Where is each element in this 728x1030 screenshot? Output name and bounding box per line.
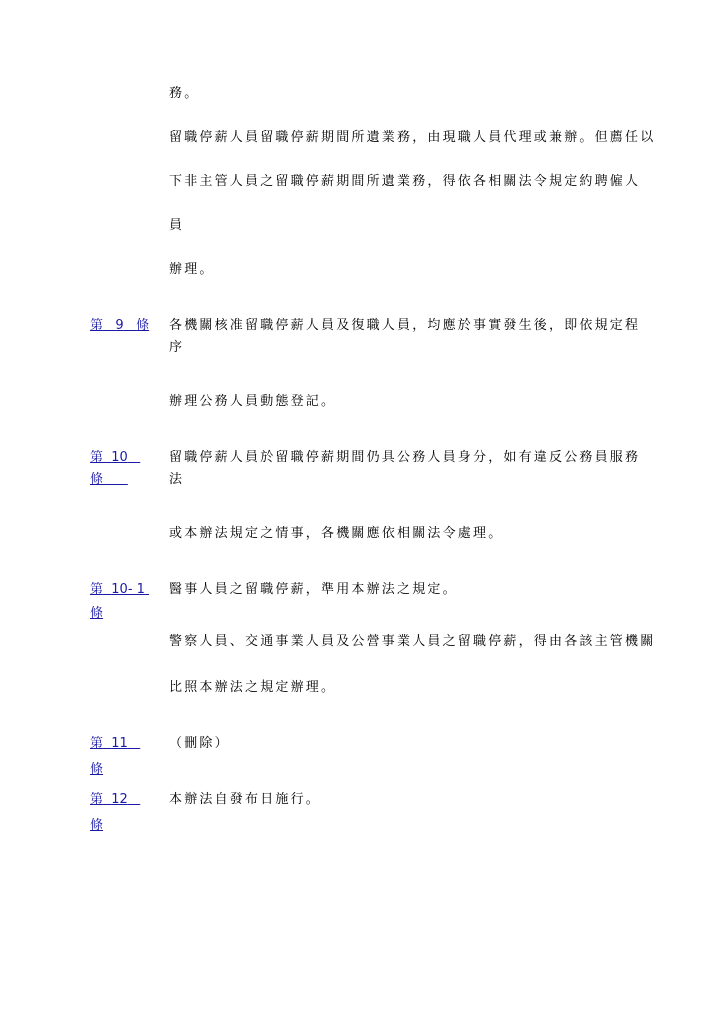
paragraph-line: 醫事人員之留職停薪，準用本辦法之規定。 [169, 582, 458, 597]
paragraph-line: 比照本辦法之規定辦理。 [169, 680, 337, 695]
article-number: 9 [115, 318, 124, 333]
paragraph-line: 留職停薪人員留職停薪期間所遺業務，由現職人員代理或兼辦。但薦任以 [169, 130, 656, 145]
paragraph-line: 留職停薪人員於留職停薪期間仍具公務人員身分，如有違反公務員服務 [169, 450, 641, 465]
paragraph-line: 辦理。 [169, 262, 215, 277]
article-12-link[interactable] [90, 792, 140, 808]
article-11-link[interactable] [90, 736, 140, 752]
article-number: 11 [111, 736, 128, 751]
article-di: 第 [90, 582, 104, 597]
paragraph-line: 本辦法自發布日施行。 [169, 792, 322, 807]
article-10-1-link[interactable] [90, 582, 149, 598]
paragraph-line: 各機關核准留職停薪人員及復職人員，均應於事實發生後，即依規定程 [169, 318, 641, 333]
article-10-1-link-cont[interactable] [90, 606, 103, 622]
article-tiao: 條 [90, 762, 104, 777]
article-di: 第 [90, 450, 104, 465]
article-11-link-cont[interactable] [90, 762, 103, 778]
article-10-link[interactable] [90, 450, 140, 466]
article-tiao: 條 [90, 472, 104, 487]
article-di: 第 [90, 318, 104, 333]
article-tiao: 條 [90, 818, 104, 833]
article-number: 10 [111, 450, 128, 465]
article-10-link-cont[interactable] [90, 472, 128, 488]
paragraph-line: 務。 [169, 86, 200, 101]
paragraph-line: 警察人員、交通事業人員及公營事業人員之留職停薪，得由各該主管機關 [169, 634, 656, 649]
paragraph-line: （刪除） [169, 736, 230, 751]
paragraph-line: 法 [169, 472, 185, 487]
paragraph-line: 下非主管人員之留職停薪期間所遺業務，得依各相關法令規定約聘僱人 [169, 174, 641, 189]
article-12-link-cont[interactable] [90, 818, 103, 834]
article-number: 12 [111, 792, 128, 807]
paragraph-line: 辦理公務人員動態登記。 [169, 394, 337, 409]
paragraph-line: 或本辦法規定之情事，各機關應依相關法令處理。 [169, 526, 504, 541]
article-9-link[interactable] [90, 318, 149, 334]
paragraph-line: 員 [169, 218, 185, 233]
article-number: 10- 1 [111, 582, 145, 597]
paragraph-line: 序 [169, 340, 185, 355]
article-di: 第 [90, 792, 104, 807]
article-tiao: 條 [90, 606, 104, 621]
article-tiao: 條 [136, 318, 150, 333]
article-di: 第 [90, 736, 104, 751]
